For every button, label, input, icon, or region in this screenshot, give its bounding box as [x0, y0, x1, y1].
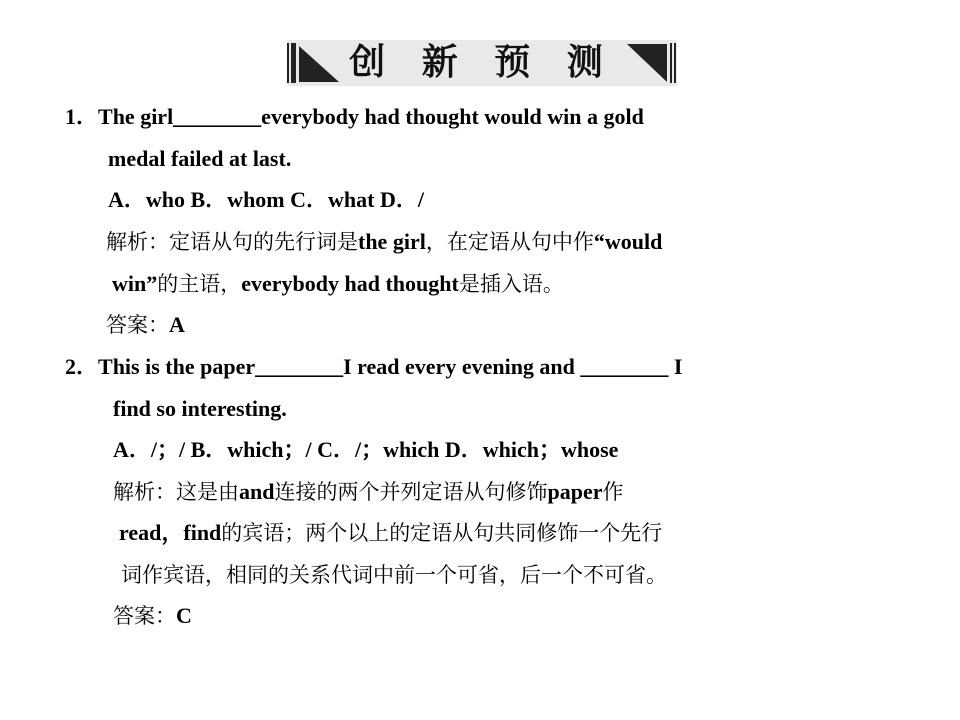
- question-1-analysis-line-1: [106, 229, 662, 255]
- title-banner: [287, 40, 677, 86]
- analysis-text-segment: read，: [119, 520, 184, 545]
- analysis-text-segment: 作: [602, 480, 624, 504]
- question-1-stem-line-2: medal failed at last.: [108, 146, 292, 171]
- analysis-text-segment: 定语从句的先行词是: [169, 230, 358, 254]
- question-1-analysis-line-2: [112, 271, 564, 297]
- analysis-text-segment: paper: [547, 479, 603, 504]
- question-1-answer: [106, 312, 185, 338]
- page-title: 创 新 预 测: [349, 42, 615, 83]
- question-2-analysis-line-1: [113, 479, 623, 505]
- analysis-text-segment: everybody had thought: [241, 271, 459, 296]
- question-2-analysis-line-2: [119, 520, 662, 546]
- question-1-analysis-label: 解析：: [106, 230, 169, 254]
- analysis-text-segment: 的宾语；两个以上的定语从句共同修饰一个先行: [221, 521, 663, 545]
- question-2-stem-line-1: This is the paper________I read every evening and ________ I: [98, 354, 683, 379]
- analysis-text-segment: and: [239, 479, 275, 504]
- analysis-text-segment: 词作宾语，相同的关系代词中前一个可省，后一个不可省。: [121, 563, 667, 587]
- question-1-first-line: [65, 104, 644, 130]
- analysis-text-segment: the girl: [358, 229, 426, 254]
- question-2-options: A．/；/ B．which；/ C．/；which D．which；whose: [113, 437, 619, 462]
- analysis-text-segment: win”: [112, 271, 158, 296]
- analysis-text-segment: ，在定语从句中作: [425, 230, 594, 254]
- question-2-analysis-line-3: [121, 562, 667, 588]
- question-2-first-line: [65, 354, 682, 380]
- question-2-answer-value: C: [176, 603, 192, 628]
- question-2-number: 2．: [65, 354, 99, 379]
- question-1-answer-label: 答案：: [106, 313, 169, 337]
- analysis-text-segment: 的主语，: [157, 272, 242, 296]
- analysis-text-segment: 这是由: [176, 480, 239, 504]
- analysis-text-segment: find: [183, 520, 222, 545]
- question-2-answer-label: 答案：: [113, 604, 176, 628]
- question-2-answer: [113, 603, 192, 629]
- question-1-answer-value: A: [169, 312, 185, 337]
- question-2-stem-line-2: find so interesting.: [113, 396, 287, 421]
- question-1-number: 1．: [65, 104, 99, 129]
- analysis-text-segment: “would: [593, 229, 663, 254]
- question-1-options: A．who B．whom C．what D．/: [108, 187, 424, 212]
- analysis-text-segment: 是插入语。: [458, 272, 564, 296]
- analysis-text-segment: 连接的两个并列定语从句修饰: [274, 480, 548, 504]
- question-2-analysis-label: 解析：: [113, 480, 176, 504]
- question-1-stem-line-1: The girl________everybody had thought would win a gold: [98, 104, 644, 129]
